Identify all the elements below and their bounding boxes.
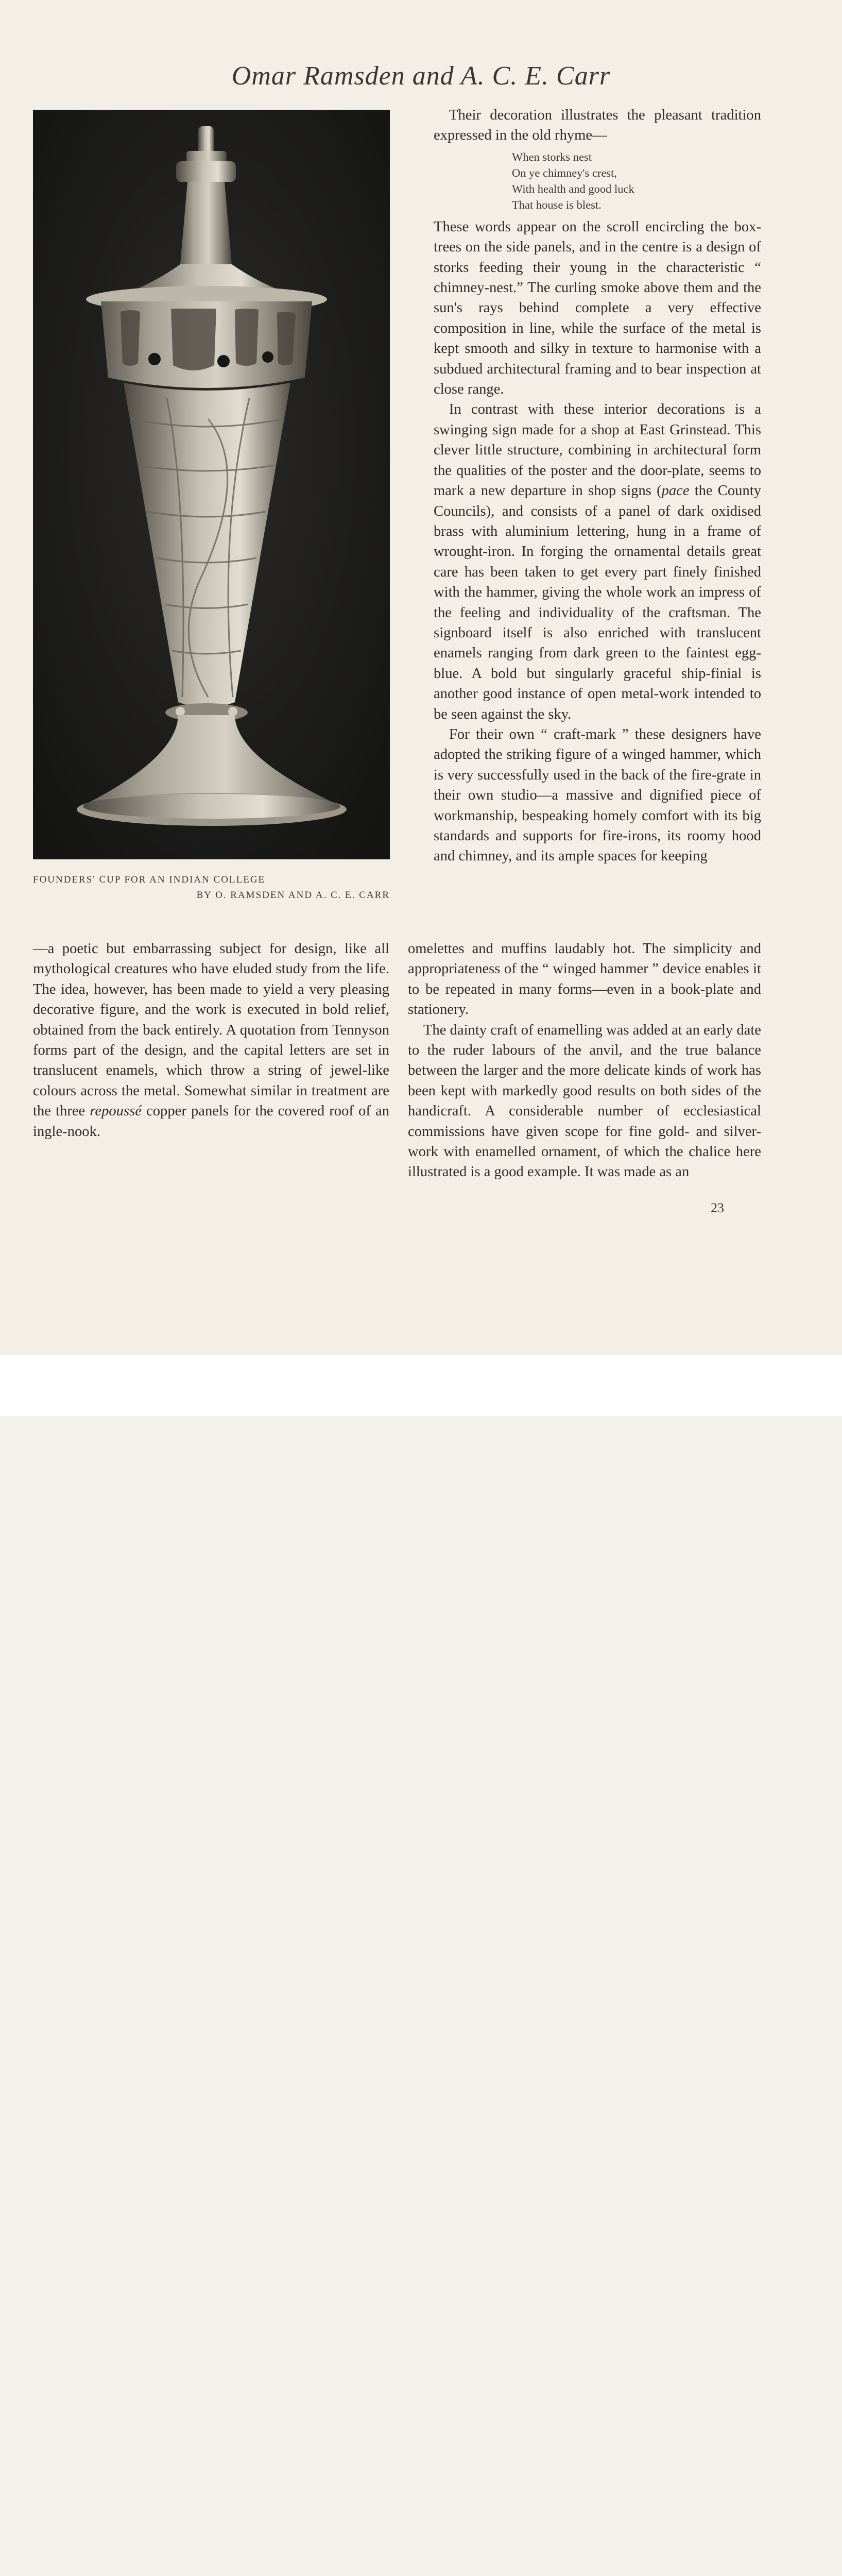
cup-photograph: [33, 110, 390, 859]
caption-line-2: BY O. RAMSDEN AND A. C. E. CARR: [196, 890, 390, 901]
cup-illustration: [33, 110, 390, 859]
right-column-upper: [434, 105, 761, 867]
paragraph-text: the County Councils), and consists of a panel of dark oxidised brass with aluminium lettering, hung in a frame of wrought-iron. In forging the ornamental details great care has been taken to get every part finely finished with the hammer, giving the whole work an impress of the feeling and individuality of the craftsman. The signboard itself is also enriched with translucent enamels ranging from dark green to the faintest egg-blue. A bold but singularly graceful ship-finial is another good instance of open metal-work intended to be seen against the sky.: [434, 483, 761, 722]
digitization-footer: [0, 1355, 842, 1416]
paragraph: The dainty craft of enamelling was added at an early date to the ruder labours of the anvil, and the true balance between the larger and the more delicate kinds of work has been kept with markedly good results on both sides of the handicraft. A considerable number of ecclesiastical commissions have given scope for fine gold- and silver-work with enamelled ornament, of which the chalice here illustrated is a good example. It was made as an: [408, 1022, 761, 1180]
rhyme-verse: [512, 149, 761, 213]
paragraph: Their decoration illustrates the pleasant tradition expressed in the old rhyme—: [434, 107, 761, 144]
verse-line: With health and good luck: [512, 182, 634, 195]
verse-line: That house is blest.: [512, 198, 602, 211]
paragraph: For their own “ craft-mark ” these designers have adopted the striking figure of a winged hammer, which is very successfully used in the back of the fire-grate in their own studio—a massive and dignified piece of workmanship, bespeaking homely comfort with its big standards and supports for fire-irons, its roomy hood and chimney, and its ample spaces for keeping: [434, 726, 761, 865]
paragraph-text: copper panels for the covered roof of an ingle-nook.: [33, 1103, 389, 1140]
running-head: Omar Ramsden and A. C. E. Carr: [231, 61, 611, 91]
italic-word: pace: [661, 483, 690, 499]
right-column-lower: [408, 939, 761, 1182]
verse-line: On ye chimney's crest,: [512, 166, 617, 179]
paragraph: omelettes and muffins laudably hot. The simplicity and appropriateness of the “ winged hammer ” device enables it to be repeated in many forms—even in a book-plate and stationery.: [408, 941, 761, 1018]
paragraph-text: In contrast with these interior decorations is a swinging sign made for a shop at East Grinstead. This clever little structure, combining in architectural form the qualities of the poster and the door-plate, seems to mark a new departure in shop signs (: [434, 401, 761, 499]
paragraph: [434, 399, 761, 724]
paragraph-text: —a poetic but embarrassing subject for design, like all mythological creatures who have eluded study from the life. The idea, however, has been made to yield a very pleasing decorative figure, and the work is executed in bold relief, obtained from the back entirely. A quotation from Tennyson forms part of the design, and the capital letters are set in translucent enamels, which throw a string of jewel-like colours across the metal. Somewhat similar in treatment are the three: [33, 941, 389, 1120]
verse-line: When storks nest: [512, 150, 592, 163]
left-column-lower: [33, 939, 389, 1142]
figure-caption: [33, 872, 390, 903]
paragraph: These words appear on the scroll encircling the box-trees on the side panels, and in the centre is a design of storks feeding their young in the characteristic “ chimney-nest.” The curling smoke above them and the sun's rays behind complete a very effective composition in line, while the surface of the metal is kept smooth and silky in texture to harmonise with a subdued architectural framing and to bear inspection at close range.: [434, 218, 761, 398]
caption-line-1: FOUNDERS' CUP FOR AN INDIAN COLLEGE: [33, 874, 266, 885]
paragraph: [33, 939, 389, 1142]
italic-word: repoussé: [90, 1103, 142, 1120]
page-number: 23: [711, 1200, 724, 1215]
